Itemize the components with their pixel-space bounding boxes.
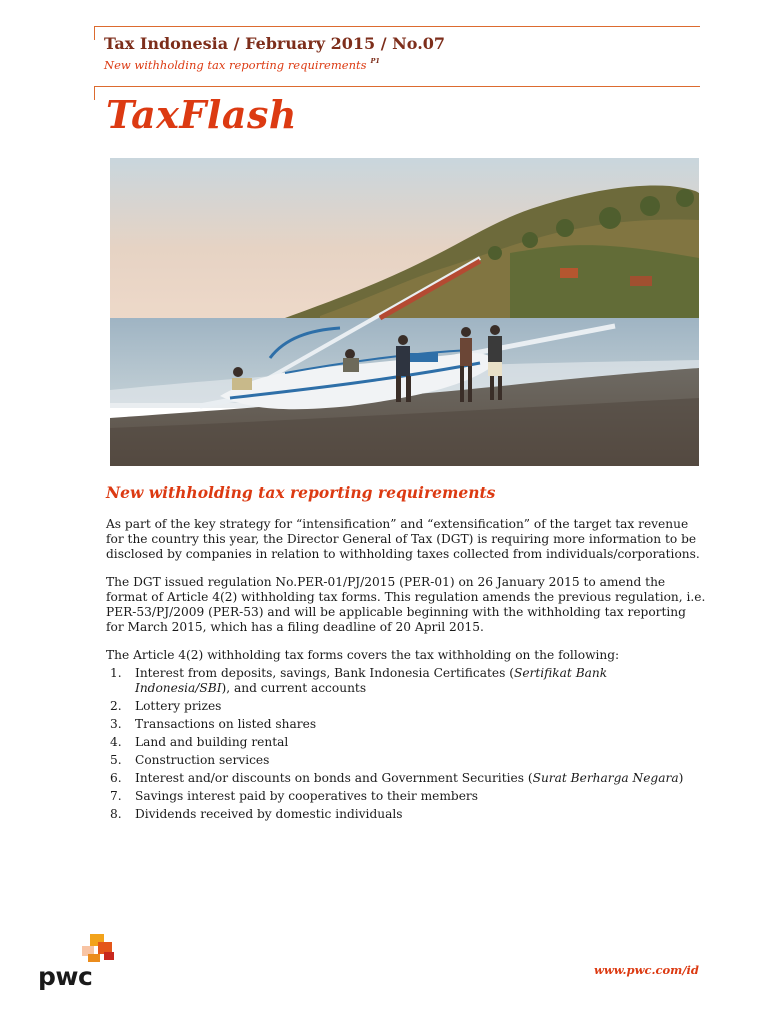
list-item-number: 6.: [110, 770, 122, 785]
list-item-number: 8.: [110, 807, 122, 822]
list-item-number: 3.: [110, 716, 122, 731]
list-item: [106, 735, 706, 750]
article-heading: New withholding tax reporting requirements: [106, 483, 496, 502]
list-intro: The Article 4(2) withholding tax forms covers the tax withholding on the following:: [106, 648, 620, 662]
document-title-text: Tax Indonesia / February 2015 / No.07: [104, 34, 446, 53]
list-item: [106, 771, 706, 786]
list-item-text: Land and building rental: [135, 734, 289, 749]
list-item: [106, 753, 706, 768]
footer-url-link[interactable]: www.pwc.com/id: [594, 963, 699, 977]
list-item-text: Lottery prizes: [135, 698, 222, 713]
list-item-number: 4.: [110, 734, 122, 749]
list-item-number: 1.: [110, 666, 122, 680]
header-top-tick: [94, 26, 95, 40]
list-item-text: Interest from deposits, savings, Bank Indonesia Certificates (: [135, 666, 514, 680]
logo-block-icon: [104, 952, 114, 960]
list-item: [106, 666, 706, 695]
list-item-text: Construction services: [135, 752, 270, 767]
header-bottom-tick: [94, 86, 95, 100]
paragraph-regulation: The DGT issued regulation No.PER-01/PJ/2015 (PER-01) on 26 January 2015 to amend the format of Article 4(2) withholding tax forms. This regulation amends the previous regulation, i.e. PER-53/PJ/2009 (PER-53) and will be applicable beginning with the withholding tax reporting for March 2015, which has a filing deadline of 20 April 2015.: [106, 575, 706, 634]
list-item-number: 7.: [110, 789, 122, 804]
document-title: [104, 34, 445, 53]
list-item-tail: ): [678, 770, 684, 785]
list-item-text: Interest and/or discounts on bonds and Government Securities (: [135, 770, 533, 785]
beach-boat-photo: [110, 158, 699, 466]
list-item-number: 5.: [110, 752, 122, 767]
withholding-items-list: [106, 666, 706, 825]
header-bottom-rule: [94, 86, 700, 87]
list-item-italic: Surat Berharga Negara: [532, 770, 679, 785]
list-item: [106, 789, 706, 804]
list-item-italic: Sertifikat Bank Indonesia/SBI: [135, 666, 608, 695]
taxflash-brand-title: TaxFlash: [106, 92, 297, 137]
document-subtitle: [104, 57, 380, 72]
list-item-text: Savings interest paid by cooperatives to their members: [135, 789, 479, 804]
pwc-logo: [38, 932, 118, 992]
list-item-tail: ), and current accounts: [221, 680, 367, 695]
list-item: [106, 807, 706, 822]
paragraph-intro: As part of the key strategy for “intensification” and “extensification” of the target tax revenue for the country this year, the Director General of Tax (DGT) is requiring more information to be disclosed by companies in relation to withholding taxes collected from individuals/corporations.: [106, 517, 700, 561]
header-top-rule: [94, 26, 700, 27]
logo-block-icon: [88, 954, 100, 962]
list-item-text: Transactions on listed shares: [135, 716, 317, 731]
document-subtitle-text: New withholding tax reporting requirements: [104, 58, 367, 72]
pwc-logo-text: pwc: [38, 962, 93, 991]
page-marker: P1: [370, 57, 380, 65]
list-item-number: 2.: [110, 698, 122, 713]
list-item: [106, 717, 706, 732]
list-item: [106, 699, 706, 714]
list-item-text: Dividends received by domestic individuals: [135, 807, 403, 822]
